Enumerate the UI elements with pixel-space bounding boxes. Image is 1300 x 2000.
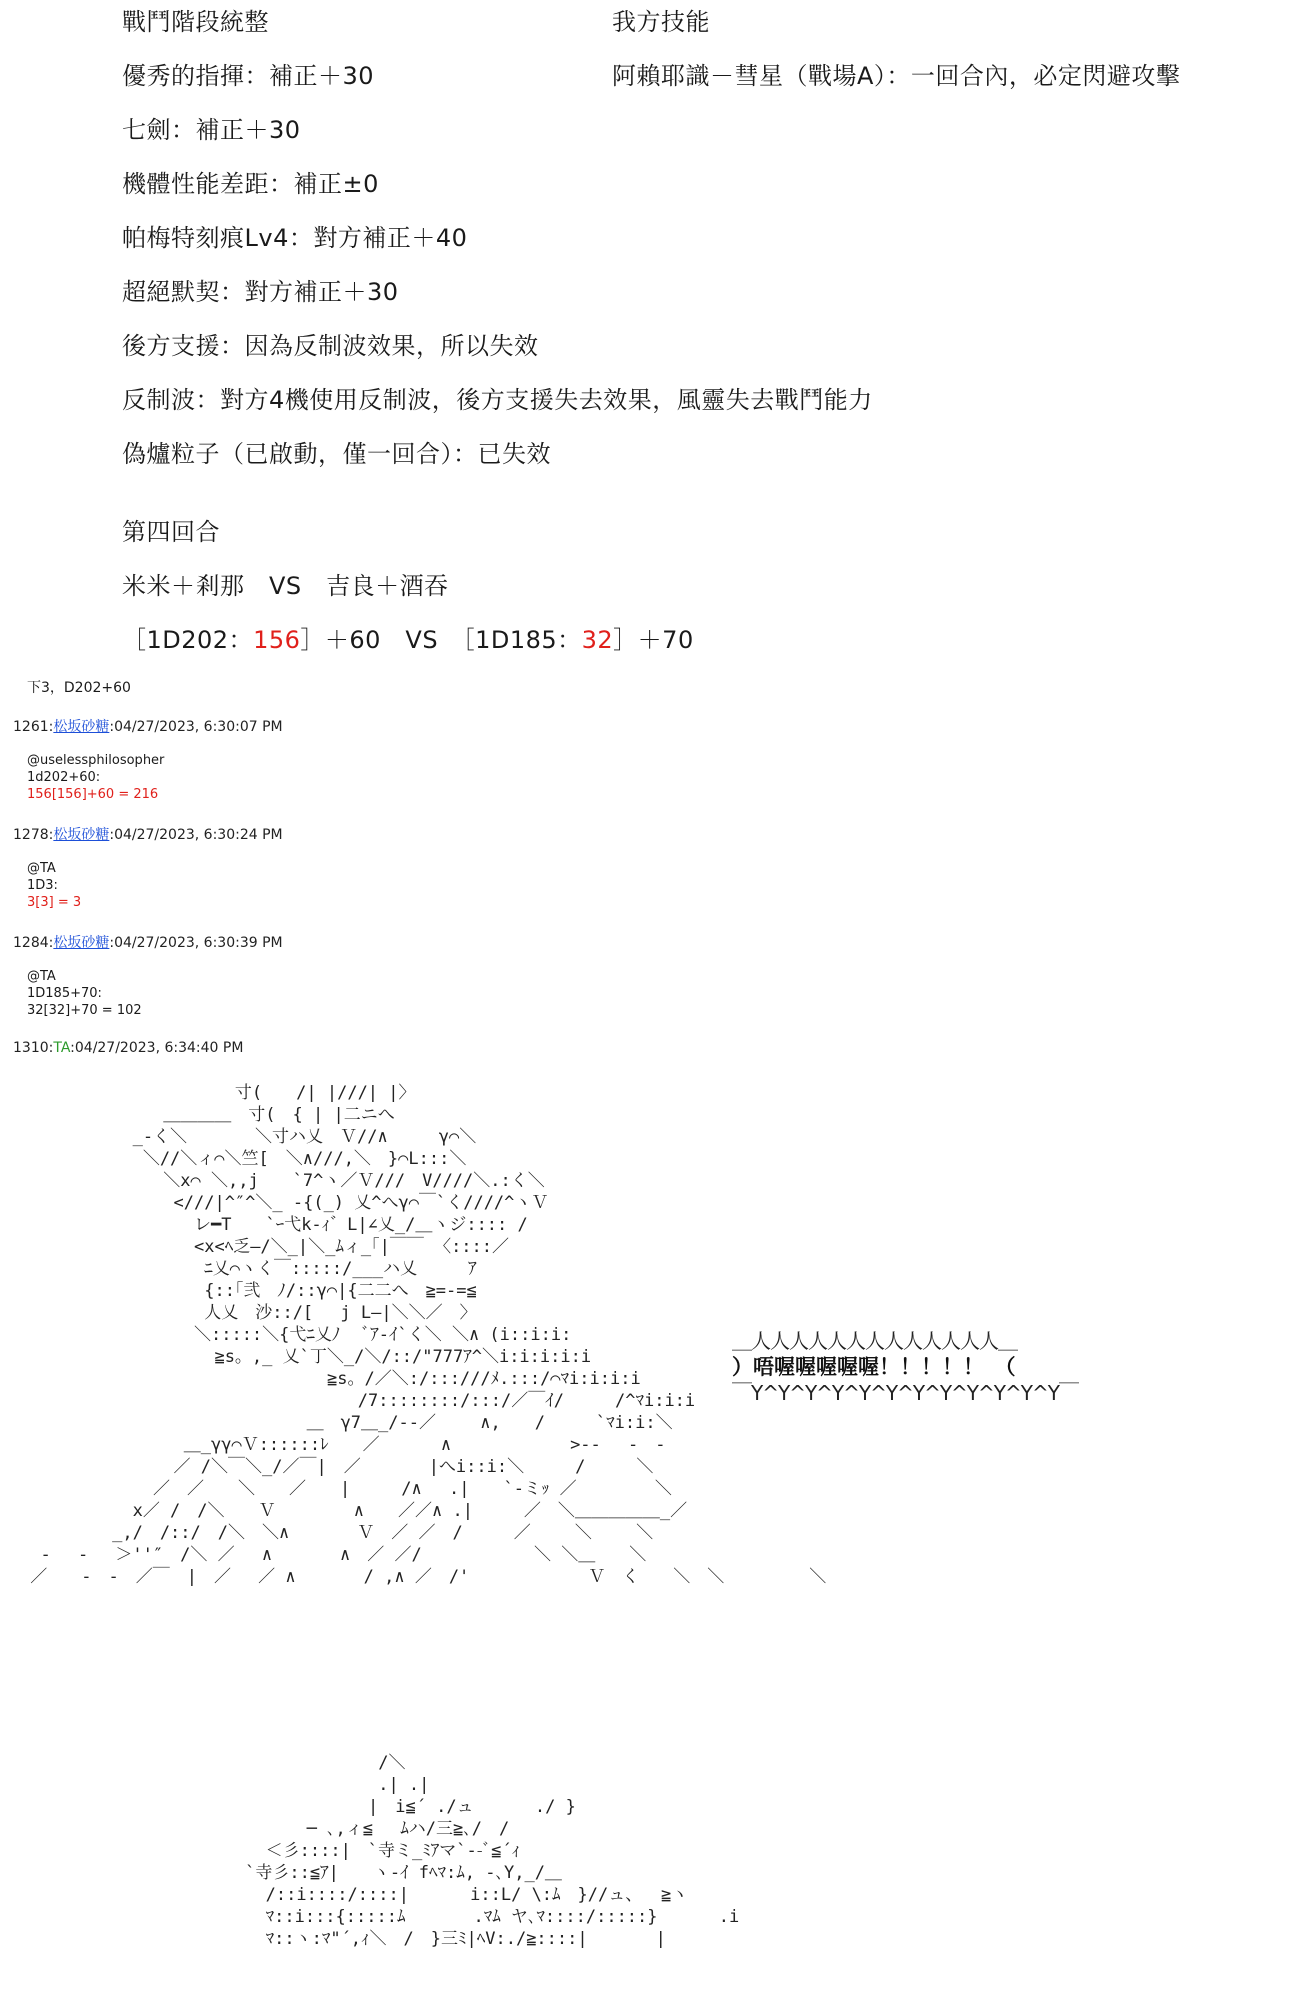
shout-bottom: ￣Y^Y^Y^Y^Y^Y^Y^Y^Y^Y^Y^Y￣ [732, 1381, 1078, 1405]
post-number: 1284 [13, 935, 49, 951]
summary-line: 七劍：補正＋30 [122, 116, 301, 144]
roll-suffix: ］＋70 [613, 626, 694, 654]
shout-text: ）唔喔喔喔喔喔！！！！！ （ [732, 1355, 1016, 1379]
post-body [27, 860, 81, 911]
post-line: 1D185+70: [27, 986, 102, 1001]
post-header: 1310:TA:04/27/2023, 6:34:40 PM [13, 1040, 244, 1056]
summary-title: 戰鬥階段統整 [122, 8, 269, 36]
post-header: 1284:松坂砂糖:04/27/2023, 6:30:39 PM [13, 935, 283, 951]
post-author-link[interactable]: 松坂砂糖 [53, 827, 110, 843]
roll-prefix: ［1D202： [122, 626, 254, 654]
summary-line: 反制波：對方4機使用反制波，後方支援失去效果，風靈失去戰鬥能力 [122, 386, 873, 414]
ascii-art-mecha: 寸( /| |///| |〉 ＿＿＿＿ 寸( { | |二ニへ _-く＼ ＼寸ハ乂 Ｖ//∧ γ⌒＼ ＼//＼ィ⌒＼竺[ ＼∧///,＼ }⌒L:::＼ ＼x⌒ ＼,,j `7^ヽ／Ｖ/// V////＼.:く＼ <///|^″^＼_ -{(_) 乂^へγ⌒￣`く////^ヽＶ レ━T `ｰ弋k-ｨ゛L|∠乂_/＿ヽジ:::: / <x<ﾍ乏―/＼_|＼_ﾑィ_｢|￣￣ 〈::::／ ﾆ乂⌒ヽく￣:::::/___ハ乂 ｱ {::｢弐 ﾉ/::γ⌒|{二二へ ≧=-=≦ 人乂 沙::/[ j L―|＼＼／ 〉 ＼:::::＼{弋ﾆ乂ﾉ ﾞｱ-ｲ`く＼ ＼∧ (i::i:i: ≧s。,_ 乂`丁＼_/＼/::/"777ｱ^＼i:i:i:i:i ≧s。/／＼:/:::///ﾒ.:::/⌒ﾏi:i:i:i /7::::::::/:::/／￣ｲ/ /^ﾏi:i:i ＿ γ7＿_/--／ ∧, / `ﾏi:i:＼ ＿_γγ⌒Ｖ::::::ﾚ ／ ∧ >-- - - ／ /＼￣＼_/／￣| ／ |へi::i:＼ / ＼ ／ ／ ＼ ／ | /∧ .| `-ミｯ ／ ＼ x／ / /＼ Ｖ ∧ ／／∧ .| ／ ＼＿＿＿＿＿_／ _,/ /::/ /＼ ＼∧ Ｖ ／ ／ / ／ ＼ ＼ - - ＞''″ /＼ ／ ∧ ∧ ／ ／/ ＼ ＼＿ ＼ ／ - - ／￣ | ／ ／ ∧ / ,∧ ／ /' Ｖ く ＼ ＼ ＼ [30, 1083, 827, 1587]
battle-summary-left [122, 8, 873, 680]
roll-middle: ］＋60 VS ［1D185： [300, 626, 582, 654]
post-body [27, 968, 142, 1019]
summary-line: 機體性能差距：補正±0 [122, 170, 379, 198]
summary-line: 後方支援：因為反制波效果，所以失效 [122, 332, 539, 360]
post-author-link[interactable]: 松坂砂糖 [53, 719, 110, 735]
summary-line: 偽爐粒子（已啟動，僅一回合）：已失效 [122, 440, 551, 468]
post-header: 1278:松坂砂糖:04/27/2023, 6:30:24 PM [13, 827, 283, 843]
matchup: 米米＋剎那 VS 吉良＋酒吞 [122, 572, 449, 600]
post-line: @TA [27, 969, 56, 984]
post-line: @uselessphilosopher [27, 753, 165, 768]
dice-result: 156[156]+60 = 216 [27, 787, 159, 802]
dice-result: 3[3] = 3 [27, 895, 82, 910]
post-number: 1310 [13, 1040, 49, 1056]
post-number: 1261 [13, 719, 49, 735]
summary-line: 優秀的指揮：補正＋30 [122, 62, 375, 90]
post-line: 1D3: [27, 878, 58, 893]
note: 下3，D202+60 [27, 680, 131, 696]
post-timestamp: :04/27/2023, 6:34:40 PM [70, 1040, 244, 1056]
roll-left-value: 156 [253, 626, 301, 654]
post-line: 1d202+60: [27, 770, 101, 785]
post-body [27, 752, 164, 803]
post-author: TA [53, 1040, 71, 1056]
post-number: 1278 [13, 827, 49, 843]
summary-line: 帕梅特刻痕Lv4：對方補正＋40 [122, 224, 468, 252]
skill-line: 阿賴耶識－彗星（戰場A）：一回合內，必定閃避攻擊 [612, 62, 1181, 90]
post-line: 32[32]+70 = 102 [27, 1003, 142, 1018]
shout-bubble [732, 1330, 1078, 1404]
ascii-art-character: /＼ .| .| | i≦´ ./ュ ./ } ─ ､,ィ≦ ﾑハ/三≧､/ / ＜彡::::| `寺ミ_ﾐｱマ`--ﾞ≦´ｨ `寺彡::≦ｱ| ヽ-ｲ fﾍﾏ:ﾑ, -､Y,_/＿ /::i::::/::::| i::L/ \:ﾑ }//ュ、 ≧ヽ ﾏ::i:::{:::::ﾑ .ﾏﾑ ヤ､ﾏ::::/:::::} .i ﾏ::ヽ:ﾏ"´,ｨ＼ / }三ﾐ|ﾍV:./≧::::| | [245, 1753, 740, 1949]
skills-title: 我方技能 [612, 8, 710, 36]
post-timestamp: :04/27/2023, 6:30:24 PM [109, 827, 283, 843]
battle-summary-right [612, 8, 1292, 116]
summary-line: 超絕默契：對方補正＋30 [122, 278, 399, 306]
post-header: 1261:松坂砂糖:04/27/2023, 6:30:07 PM [13, 719, 283, 735]
post-line: @TA [27, 861, 56, 876]
roll-line [122, 626, 694, 654]
post-author-link[interactable]: 松坂砂糖 [53, 935, 110, 951]
shout-top: ＿人人人人人人人人人人人人人＿ [732, 1329, 1017, 1353]
post-timestamp: :04/27/2023, 6:30:39 PM [109, 935, 283, 951]
post-timestamp: :04/27/2023, 6:30:07 PM [109, 719, 283, 735]
round-title: 第四回合 [122, 518, 220, 546]
roll-right-value: 32 [581, 626, 614, 654]
